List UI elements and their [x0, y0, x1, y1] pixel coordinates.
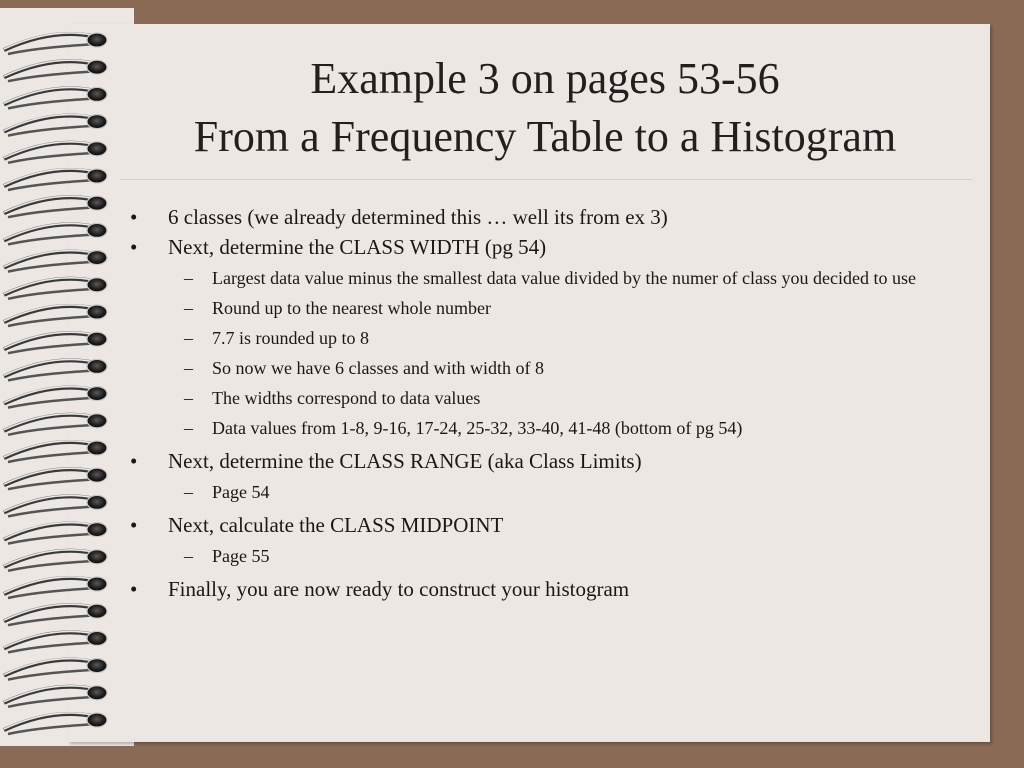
- sub-bullet-text: Page 54: [212, 482, 270, 502]
- title-line-1: Example 3 on pages 53-56: [310, 54, 780, 103]
- bullet-item: [126, 574, 966, 604]
- sub-bullet-item: [126, 544, 966, 568]
- dash-marker: –: [184, 546, 193, 566]
- sub-bullet-item: [126, 386, 966, 410]
- bullet-item: [126, 446, 966, 476]
- dash-marker: –: [184, 418, 193, 438]
- sub-bullet-item: [126, 480, 966, 504]
- bullet-marker: •: [130, 513, 138, 537]
- sub-bullet-text: 7.7 is rounded up to 8: [212, 328, 369, 348]
- sub-bullet-item: [126, 416, 966, 440]
- title-divider: [120, 179, 972, 180]
- sub-bullet-text: The widths correspond to data values: [212, 388, 481, 408]
- dash-marker: –: [184, 268, 193, 288]
- spiral-binding-icon: [0, 0, 120, 768]
- bullet-list: [126, 202, 966, 604]
- bullet-item: [126, 232, 966, 262]
- bullet-text: Next, determine the CLASS WIDTH (pg 54): [168, 235, 547, 259]
- sub-bullet-text: Largest data value minus the smallest data value divided by the numer of class you decided to use: [212, 268, 916, 288]
- bullet-marker: •: [130, 577, 138, 601]
- title-line-2: From a Frequency Table to a Histogram: [193, 112, 897, 161]
- slide-title: [120, 50, 970, 166]
- bullet-item: [126, 510, 966, 540]
- sub-bullet-item: [126, 296, 966, 320]
- bullet-text: 6 classes (we already determined this … well its from ex 3): [168, 205, 668, 229]
- sub-bullet-text: Round up to the nearest whole number: [212, 298, 491, 318]
- bullet-marker: •: [130, 449, 138, 473]
- dash-marker: –: [184, 388, 193, 408]
- sub-bullet-item: [126, 326, 966, 350]
- dash-marker: –: [184, 482, 193, 502]
- bullet-text: Finally, you are now ready to construct your histogram: [168, 577, 630, 601]
- dash-marker: –: [184, 298, 193, 318]
- dash-marker: –: [184, 328, 193, 348]
- bullet-marker: •: [130, 235, 138, 259]
- sub-bullet-text: So now we have 6 classes and with width of 8: [212, 358, 544, 378]
- bullet-text: Next, determine the CLASS RANGE (aka Class Limits): [168, 449, 642, 473]
- dash-marker: –: [184, 358, 193, 378]
- sub-bullet-text: Page 55: [212, 546, 270, 566]
- bullet-text: Next, calculate the CLASS MIDPOINT: [168, 513, 504, 537]
- bullet-item: [126, 202, 966, 232]
- sub-bullet-item: [126, 356, 966, 380]
- bullet-marker: •: [130, 205, 138, 229]
- sub-bullet-item: [126, 266, 966, 290]
- sub-bullet-text: Data values from 1-8, 9-16, 17-24, 25-32, 33-40, 41-48 (bottom of pg 54): [212, 418, 743, 438]
